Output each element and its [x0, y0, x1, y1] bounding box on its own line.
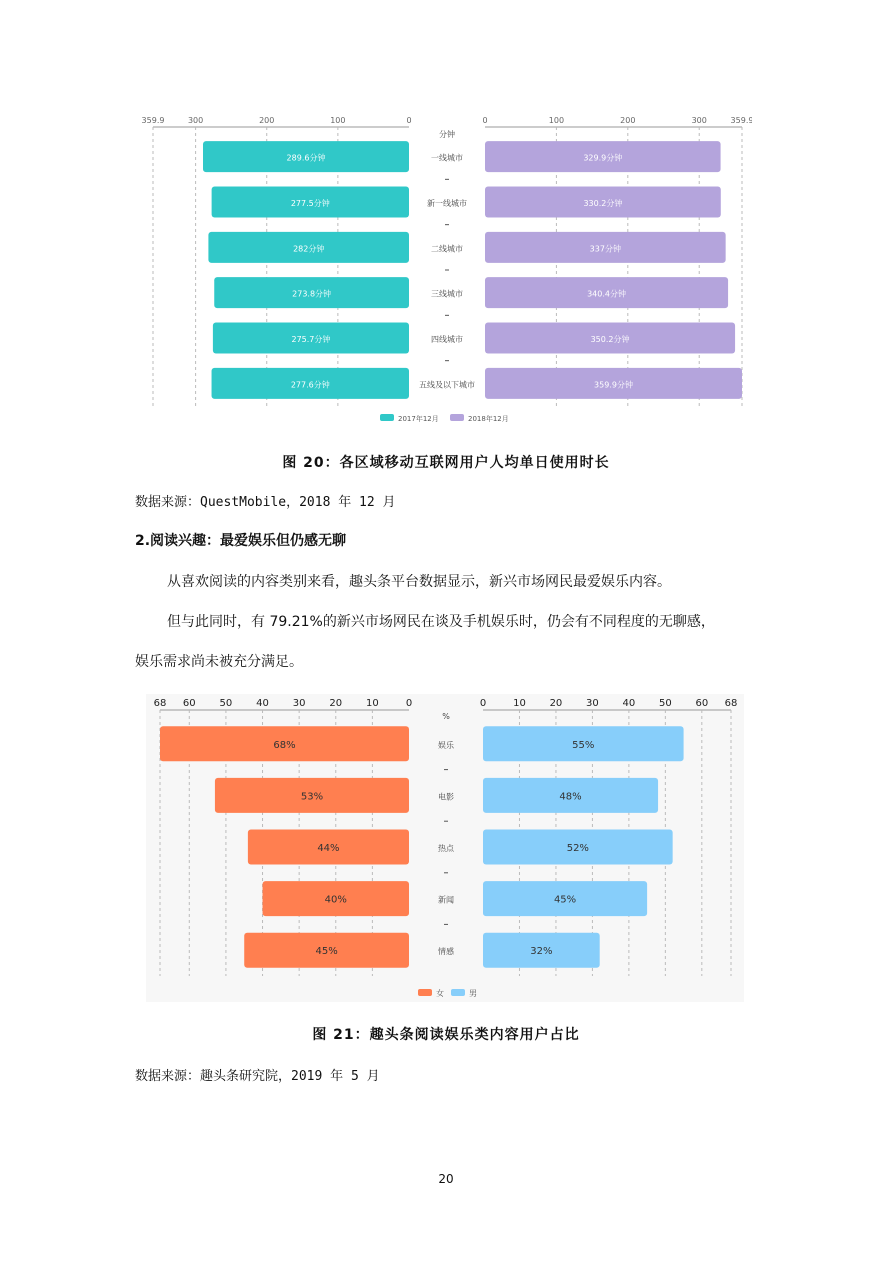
- left-tick-label: 100: [330, 116, 346, 125]
- value-label-left: 273.8分钟: [292, 289, 332, 299]
- left-tick-label: 359.9: [141, 116, 165, 125]
- value-label-left: 45%: [315, 946, 338, 958]
- value-label-right: 329.9分钟: [583, 153, 623, 163]
- legend-label-1: 男: [469, 989, 477, 998]
- value-label-left: 282分钟: [293, 244, 325, 254]
- right-tick-label: 0: [479, 698, 487, 709]
- category-label: 二线城市: [431, 244, 463, 254]
- paragraph-1: 从喜欢阅读的内容类别来看，趣头条平台数据显示，新兴市场网民最爱娱乐内容。: [167, 574, 671, 590]
- value-label-right: 337分钟: [589, 244, 621, 254]
- legend-swatch-1: [451, 989, 465, 996]
- figure-20-caption: 图 20：各区域移动互联网用户人均单日使用时长: [282, 455, 610, 471]
- paragraph-2-line-2: 娱乐需求尚未被充分满足。: [135, 654, 303, 670]
- value-label-right: 55%: [572, 739, 595, 751]
- category-label: 五线及以下城市: [419, 380, 475, 390]
- right-tick-label: 50: [658, 698, 672, 709]
- section-heading: 2.阅读兴趣：最爱娱乐但仍感无聊: [135, 533, 347, 549]
- value-label-right: 45%: [553, 894, 577, 906]
- right-tick-label: 40: [622, 698, 636, 709]
- chart-reading-interest-svg: [146, 694, 744, 1002]
- legend-swatch-0: [418, 989, 432, 996]
- left-tick-label: 10: [366, 698, 379, 709]
- category-label: 娱乐: [438, 740, 454, 750]
- category-label: 一线城市: [431, 153, 463, 163]
- value-label-right: 350.2分钟: [590, 335, 630, 344]
- value-label-left: 40%: [324, 894, 347, 906]
- left-tick-label: 30: [292, 698, 306, 709]
- chart-region-usage-time: [140, 112, 752, 430]
- left-tick-label: 40: [256, 698, 269, 709]
- left-tick-label: 200: [259, 116, 275, 125]
- category-label: 新一线城市: [427, 199, 467, 208]
- value-label-left: 277.5分钟: [290, 199, 330, 208]
- right-tick-label: 60: [695, 698, 709, 709]
- category-label: 三线城市: [431, 289, 463, 299]
- value-label-left: 44%: [317, 843, 340, 854]
- category-label: 热点: [438, 844, 454, 853]
- legend-label-1: 2018年12月: [468, 415, 509, 423]
- value-label-left: 53%: [300, 791, 324, 803]
- value-label-right: 48%: [559, 791, 582, 803]
- value-label-left: 277.6分钟: [290, 380, 330, 390]
- figure-21-source: 数据来源：趣头条研究院，2019 年 5 月: [135, 1069, 380, 1084]
- left-tick-label: 0: [406, 116, 412, 125]
- center-axis-header: 分钟: [439, 130, 455, 139]
- chart-reading-interest: [146, 694, 744, 1002]
- right-tick-label: 20: [549, 698, 563, 709]
- center-axis-header: %: [442, 712, 450, 721]
- chart-region-usage-svg: [140, 112, 752, 430]
- figure-20-source: 数据来源：QuestMobile，2018 年 12 月: [135, 495, 396, 510]
- value-label-right: 330.2分钟: [583, 199, 623, 208]
- value-label-right: 359.9分钟: [594, 380, 633, 390]
- figure-21-caption: 图 21：趣头条阅读娱乐类内容用户占比: [312, 1027, 580, 1043]
- value-label-right: 52%: [566, 843, 589, 854]
- legend-label-0: 2017年12月: [398, 415, 439, 423]
- right-tick-label: 68: [724, 698, 738, 709]
- right-tick-label: 0: [482, 116, 488, 125]
- value-label-right: 32%: [530, 946, 553, 958]
- left-tick-label: 20: [329, 698, 343, 709]
- value-label-right: 340.4分钟: [587, 289, 626, 299]
- right-tick-label: 100: [548, 116, 565, 125]
- category-label: 情感: [438, 947, 454, 957]
- category-label: 四线城市: [431, 335, 463, 344]
- left-tick-label: 60: [182, 698, 196, 709]
- left-tick-label: 50: [219, 698, 233, 709]
- right-tick-label: 359.9: [730, 116, 752, 125]
- left-tick-label: 68: [153, 698, 167, 709]
- right-tick-label: 200: [620, 116, 636, 125]
- left-tick-label: 300: [187, 116, 204, 125]
- right-tick-label: 10: [513, 698, 526, 709]
- page-number: 20: [438, 1172, 454, 1186]
- right-tick-label: 300: [691, 116, 707, 125]
- right-tick-label: 30: [586, 698, 599, 709]
- legend-label-0: 女: [436, 989, 444, 998]
- legend-swatch-1: [450, 414, 464, 421]
- legend-swatch-0: [380, 414, 394, 421]
- category-label: 电影: [438, 792, 454, 802]
- category-label: 新闻: [438, 895, 454, 905]
- value-label-left: 289.6分钟: [286, 153, 326, 163]
- value-label-left: 275.7分钟: [291, 335, 331, 344]
- value-label-left: 68%: [273, 739, 296, 751]
- paragraph-2-line-1: 但与此同时，有 79.21%的新兴市场网民在谈及手机娱乐时，仍会有不同程度的无聊感，: [167, 614, 715, 630]
- left-tick-label: 0: [405, 698, 413, 709]
